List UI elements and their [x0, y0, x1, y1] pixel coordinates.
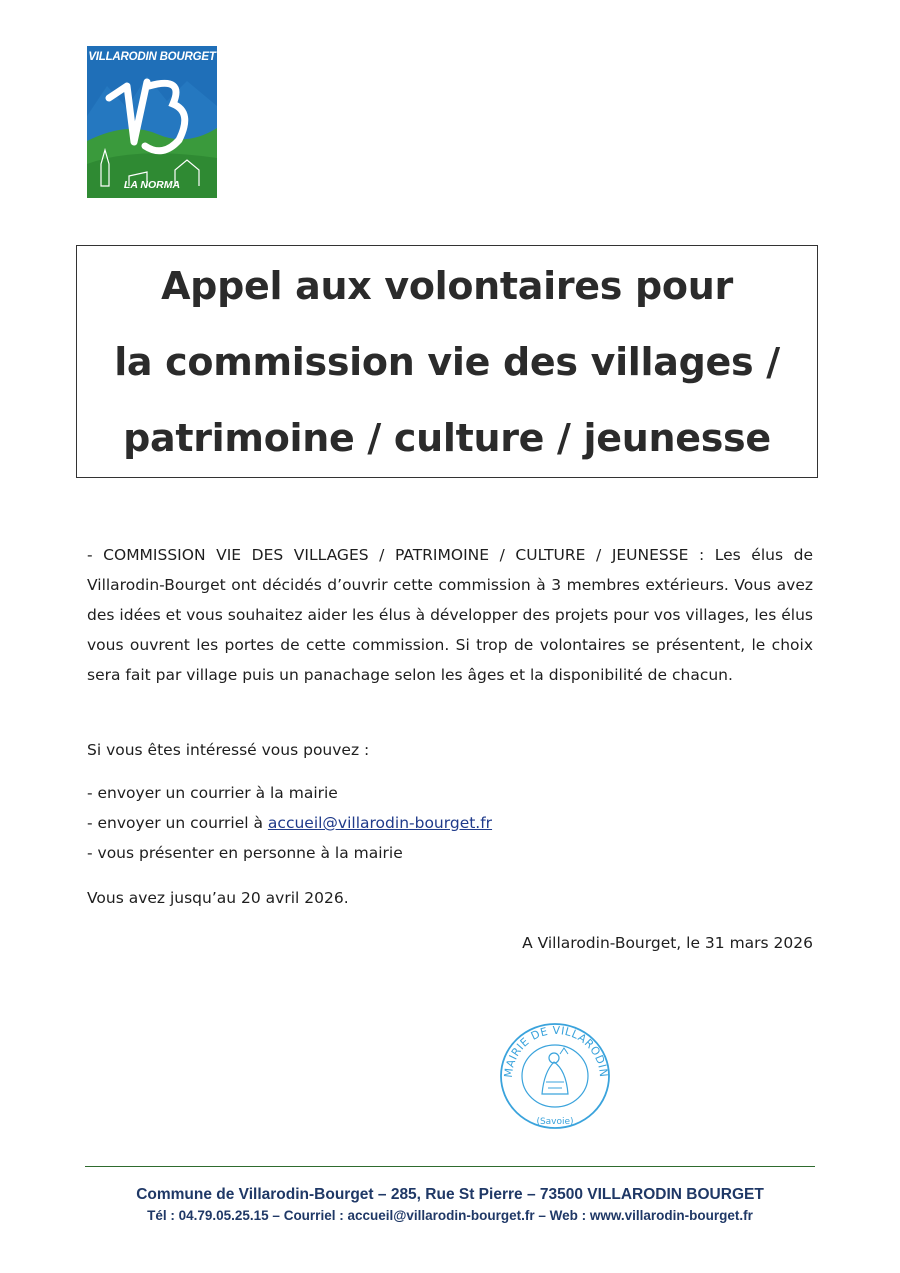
commune-logo [87, 46, 217, 198]
footer-contact: Tél : 04.79.05.25.15 – Courriel : accueil@villarodin-bourget.fr – Web : www.villarodin-bourget.fr [147, 1208, 753, 1223]
option-in-person: - vous présenter en personne à la mairie [87, 844, 403, 862]
title-line-2: la commission vie des villages / [114, 339, 780, 384]
deadline-text: Vous avez jusqu’au 20 avril 2026. [87, 889, 349, 907]
option-email [87, 808, 813, 838]
intro-paragraph: - COMMISSION VIE DES VILLAGES / PATRIMOINE / CULTURE / JEUNESSE : Les élus de Villarodin-Bourget ont décidés d’ouvrir cette commission à 3 membres extérieurs. Vous avez des idées et vous souhaitez aider les élus à développer des projets pour vos villages, les élus vous ouvrent les portes de cette commission. Si trop de volontaires se présentent, le choix sera fait par village puis un panachage selon les âges et la disponibilité de chacun. [87, 546, 813, 684]
signature-line: A Villarodin-Bourget, le 31 mars 2026 [522, 934, 813, 952]
logo-graphic [87, 46, 217, 198]
stamp-sub: (Savoie) [536, 1117, 574, 1127]
title-line-3: patrimoine / culture / jeunesse [123, 415, 771, 460]
email-link[interactable]: accueil@villarodin-bourget.fr [267, 814, 493, 832]
mairie-stamp [498, 1020, 613, 1130]
footer-divider [85, 1166, 815, 1167]
title-box [76, 245, 818, 478]
interest-paragraph: Si vous êtes intéressé vous pouvez : [87, 741, 370, 759]
logo-top-text: VILLARODIN BOURGET [88, 51, 216, 63]
option-letter: - envoyer un courrier à la mairie [87, 784, 338, 802]
title-line-1: Appel aux volontaires pour [161, 263, 733, 308]
options-list [87, 778, 813, 868]
svg-text:MAIRIE DE VILLARODIN BOURGET [498, 1020, 610, 1078]
stamp-text: MAIRIE DE VILLARODIN [501, 1023, 611, 1079]
logo-bottom-text: LA NORMA [123, 179, 181, 191]
option-email-prefix: - envoyer un courriel à [87, 814, 268, 832]
footer-address: Commune de Villarodin-Bourget – 285, Rue St Pierre – 73500 VILLARODIN BOURGET [136, 1186, 764, 1203]
stamp-seal-icon [498, 1020, 613, 1130]
